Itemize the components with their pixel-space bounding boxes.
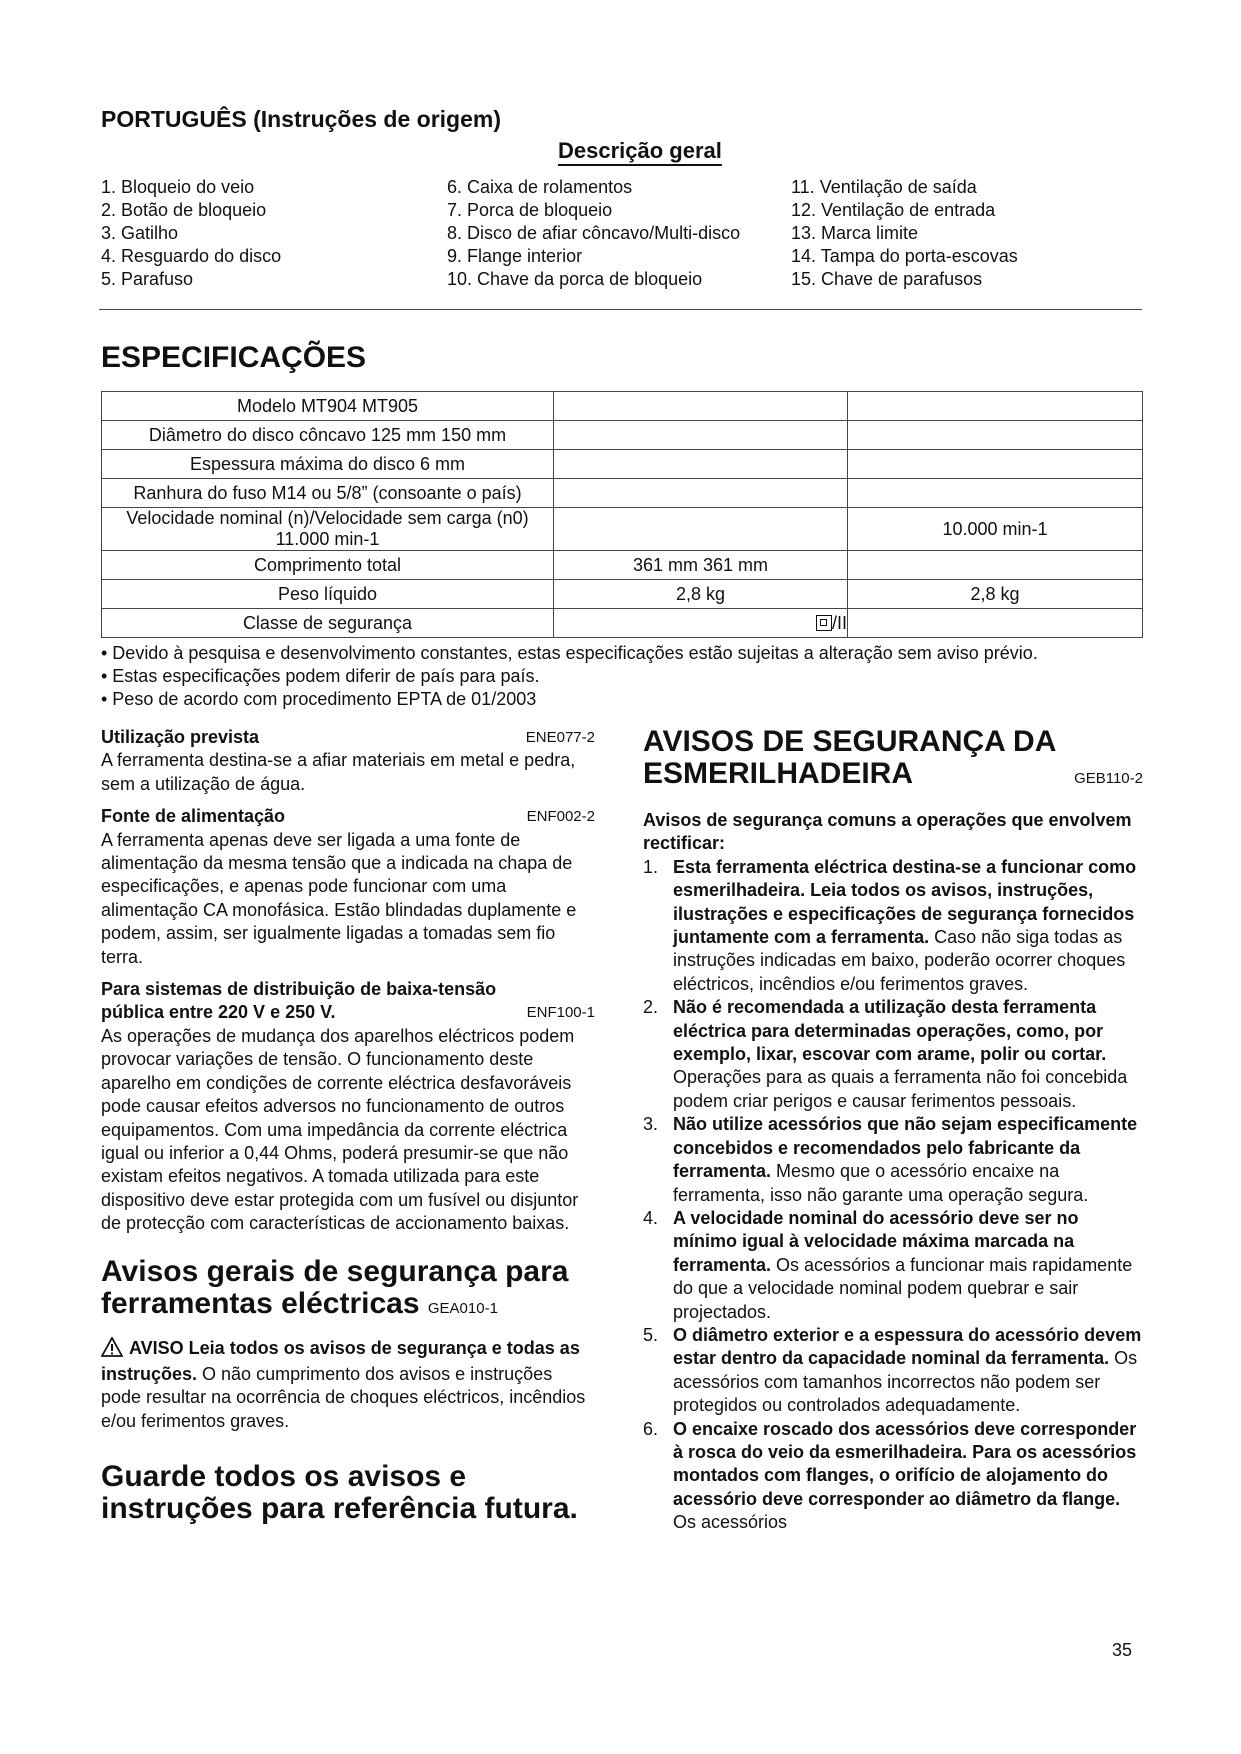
keep-line-1: Guarde todos os avisos e xyxy=(101,1460,467,1494)
warning-bold: Esta ferramenta eléctrica destina-se a funcionar como esmerilhadeira. Leia todos os avisos, instruções, ilustrações e especificações de segurança fornecidos juntamente com a ferramenta. xyxy=(673,856,1137,948)
spec-label: Velocidade nominal (n)/Velocidade sem carga (n0) 11.000 min-1 xyxy=(102,508,554,551)
spec-row xyxy=(102,580,1143,609)
spec-label: Comprimento total xyxy=(102,551,554,580)
spec-value xyxy=(848,450,1143,479)
low-voltage-title-2: pública entre 220 V e 250 V. xyxy=(101,1002,336,1023)
divider xyxy=(99,309,1142,310)
power-supply-code: ENF002-2 xyxy=(526,808,595,826)
spec-value: 2,8 kg xyxy=(848,580,1143,609)
intended-use-text: A ferramenta destina-se a afiar materiais em metal e pedra, sem a utilização de água. xyxy=(101,750,576,794)
spec-value xyxy=(554,508,848,551)
grinder-intro: Avisos de segurança comuns a operações que envolvem rectificar: xyxy=(643,810,1132,854)
power-supply-title: Fonte de alimentação xyxy=(101,806,286,827)
low-voltage-text: As operações de mudança dos aparelhos eléctricos podem provocar variações de tensão. O funcionamento deste aparelho em condições de corrente eléctrica desfavoráveis pode causar efeitos adversos no funcionamento de outros equipamentos. Com uma impedância da corrente eléctrica igual ou inferior a 0,44 Ohms, poderá presumir-se que não existam efeitos negativos. A tomada utilizada para este dispositivo deve estar protegida com um fusível ou disjuntor de protecção com características de accionamento baixas. xyxy=(101,1025,579,1234)
part-item: 11. Ventilação de saída xyxy=(791,177,977,197)
warning-item xyxy=(643,1324,1143,1418)
part-item: 6. Caixa de rolamentos xyxy=(447,177,633,197)
left-column xyxy=(101,726,595,1525)
note: • Estas especificações podem diferir de país para país. xyxy=(101,666,540,686)
part-item: 8. Disco de afiar côncavo/Multi-disco xyxy=(447,223,741,243)
spec-row xyxy=(102,508,1143,551)
power-supply-heading xyxy=(101,805,595,828)
warning-text: Mesmo que o acessório encaixe na ferramenta, isso não garante uma operação segura. xyxy=(673,1161,1089,1205)
warning-bold: Não é recomendada a utilização desta ferramenta eléctrica para determinadas operações, como, por exemplo, lixar, escovar com arame, polir ou cortar. xyxy=(673,997,1107,1065)
spec-label: Espessura máxima do disco 6 mm xyxy=(102,450,554,479)
power-supply-text: A ferramenta apenas deve ser ligada a uma fonte de alimentação da mesma tensão que a indicada na chapa de especificações, e apenas pode funcionar com uma alimentação CA monofásica. Estão blindadas duplamente e podem, assim, ser igualmente ligadas a tomadas sem fio terra. xyxy=(101,829,577,967)
part-item: 3. Gatilho xyxy=(101,223,179,243)
part-item: 15. Chave de parafusos xyxy=(791,269,983,289)
class-symbol: /II xyxy=(831,612,847,633)
spec-row xyxy=(102,421,1143,450)
part-item: 10. Chave da porca de bloqueio xyxy=(447,269,703,289)
spec-row xyxy=(102,392,1143,421)
keep-line-2: instruções para referência futura. xyxy=(101,1492,578,1526)
page-number: 35 xyxy=(1112,1640,1133,1660)
grinder-code: GEB110-2 xyxy=(1074,770,1143,787)
warning-number: 2. xyxy=(643,997,659,1018)
general-warnings-title-1: Avisos gerais de segurança para xyxy=(101,1254,569,1288)
warning-item xyxy=(643,1207,1143,1324)
language-title: PORTUGUÊS (Instruções de origem) xyxy=(101,106,502,132)
general-warnings-text xyxy=(101,1337,595,1434)
right-column xyxy=(643,726,1143,1535)
note: • Peso de acordo com procedimento EPTA de 01/2003 xyxy=(101,689,537,709)
warning-bold: A velocidade nominal do acessório deve ser no mínimo igual à velocidade máxima marcada na ferramenta. xyxy=(673,1207,1079,1275)
warning-bold: O encaixe roscado dos acessórios deve corresponder à rosca do veio da esmerilhadeira. Para os acessórios montados com flanges, o orifício de alojamento do acessório deve corresponder ao diâmetro da flange. xyxy=(673,1418,1137,1509)
spec-label: Diâmetro do disco côncavo 125 mm 150 mm xyxy=(102,421,554,450)
specs-table xyxy=(101,391,1143,638)
warning-item xyxy=(643,996,1143,1113)
spec-value xyxy=(848,479,1143,508)
grinder-title-2-row xyxy=(643,758,1143,795)
warning-text: Operações para as quais a ferramenta não foi concebida podem criar perigos e causar ferimentos pessoais. xyxy=(673,1067,1128,1111)
warning-number: 4. xyxy=(643,1207,659,1228)
warning-text: Os acessórios com tamanhos incorrectos não podem ser protegidos ou controlados adequadamente. xyxy=(673,1348,1138,1416)
general-warnings-body: O não cumprimento dos avisos e instruções pode resultar na ocorrência de choques eléctricos, incêndios e/ou ferimentos graves. xyxy=(101,1363,586,1431)
intended-use-code: ENE077-2 xyxy=(525,729,595,746)
low-voltage-heading xyxy=(101,1001,595,1024)
spec-value xyxy=(848,551,1143,580)
warning-text: Os acessórios a funcionar mais rapidamente do que a velocidade nominal podem quebrar e sair projectados. xyxy=(673,1254,1133,1322)
part-item: 7. Porca de bloqueio xyxy=(447,200,613,220)
parts-column-2 xyxy=(447,176,740,291)
keep-instructions-title xyxy=(101,1461,595,1525)
part-item: 9. Flange interior xyxy=(447,246,583,266)
warning-bold: O diâmetro exterior e a espessura do acessório devem estar dentro da capacidade nominal da ferramenta. xyxy=(673,1324,1142,1369)
general-warnings-title-2-row xyxy=(101,1288,595,1325)
part-item: 14. Tampa do porta-escovas xyxy=(791,246,1018,266)
spec-value xyxy=(554,421,848,450)
warning-item xyxy=(643,1113,1143,1207)
note: • Devido à pesquisa e desenvolvimento constantes, estas especificações estão sujeitas a alteração sem aviso prévio. xyxy=(101,643,1038,663)
spec-value: 10.000 min-1 xyxy=(848,508,1143,551)
specs-title: ESPECIFICAÇÕES xyxy=(101,341,367,374)
spec-row xyxy=(102,479,1143,508)
spec-value xyxy=(848,421,1143,450)
spec-label: Modelo MT904 MT905 xyxy=(102,392,554,421)
warning-number: 5. xyxy=(643,1324,659,1345)
warning-text: Caso não siga todas as instruções indicadas em baixo, poderão ocorrer choques eléctricos, incêndios e/ou ferimentos graves. xyxy=(673,927,1126,994)
part-item: 12. Ventilação de entrada xyxy=(791,200,996,220)
general-warnings-title xyxy=(101,1256,595,1325)
spec-value xyxy=(554,609,848,638)
grinder-warnings-title xyxy=(643,726,1143,795)
warning-number: 3. xyxy=(643,1114,659,1135)
spec-label: Peso líquido xyxy=(102,580,554,609)
specs-notes xyxy=(101,642,1038,711)
spec-row xyxy=(102,609,1143,638)
double-insulation-icon xyxy=(816,615,832,631)
warning-bold: Não utilize acessórios que não sejam especificamente concebidos e recomendados pelo fabricante da ferramenta. xyxy=(673,1114,1138,1182)
spec-value xyxy=(554,450,848,479)
warning-text: Os acessórios xyxy=(673,1512,788,1533)
spec-row xyxy=(102,551,1143,580)
part-item: 1. Bloqueio do veio xyxy=(101,177,255,197)
part-item: 13. Marca limite xyxy=(791,223,919,243)
spec-label: Classe de segurança xyxy=(102,609,554,638)
spec-value xyxy=(848,609,1143,638)
grinder-warnings-list xyxy=(643,856,1143,1535)
spec-row xyxy=(102,450,1143,479)
parts-column-3 xyxy=(791,176,1018,291)
spec-label: Ranhura do fuso M14 ou 5/8” (consoante o país) xyxy=(102,479,554,508)
part-item: 5. Parafuso xyxy=(101,269,194,289)
intended-use-heading xyxy=(101,726,595,749)
warning-number: 6. xyxy=(643,1418,659,1439)
warning-item xyxy=(643,1418,1143,1535)
low-voltage-code: ENF100-1 xyxy=(526,1004,595,1022)
general-warnings-bold: AVISO Leia todos os avisos de segurança e todas as instruções. xyxy=(101,1337,580,1384)
grinder-title-1: AVISOS DE SEGURANÇA DA xyxy=(643,725,1057,758)
general-warnings-title-2: ferramentas eléctricas xyxy=(101,1286,420,1320)
spec-value: 2,8 kg xyxy=(554,580,848,609)
grinder-title-2: ESMERILHADEIRA xyxy=(643,757,914,790)
warning-triangle-icon xyxy=(101,1337,123,1363)
spec-value xyxy=(554,479,848,508)
general-warnings-code: GEA010-1 xyxy=(427,1299,498,1317)
section-title: Descrição geral xyxy=(558,138,722,163)
warning-number: 1. xyxy=(643,856,659,877)
part-item: 2. Botão de bloqueio xyxy=(101,200,267,220)
spec-value xyxy=(848,392,1143,421)
part-item: 4. Resguardo do disco xyxy=(101,246,282,266)
low-voltage-title-1: Para sistemas de distribuição de baixa-tensão xyxy=(101,979,497,1000)
warning-item xyxy=(643,856,1143,996)
intended-use-title: Utilização prevista xyxy=(101,727,260,747)
spec-value xyxy=(554,392,848,421)
spec-value: 361 mm 361 mm xyxy=(554,551,848,580)
parts-column-1 xyxy=(101,176,281,291)
